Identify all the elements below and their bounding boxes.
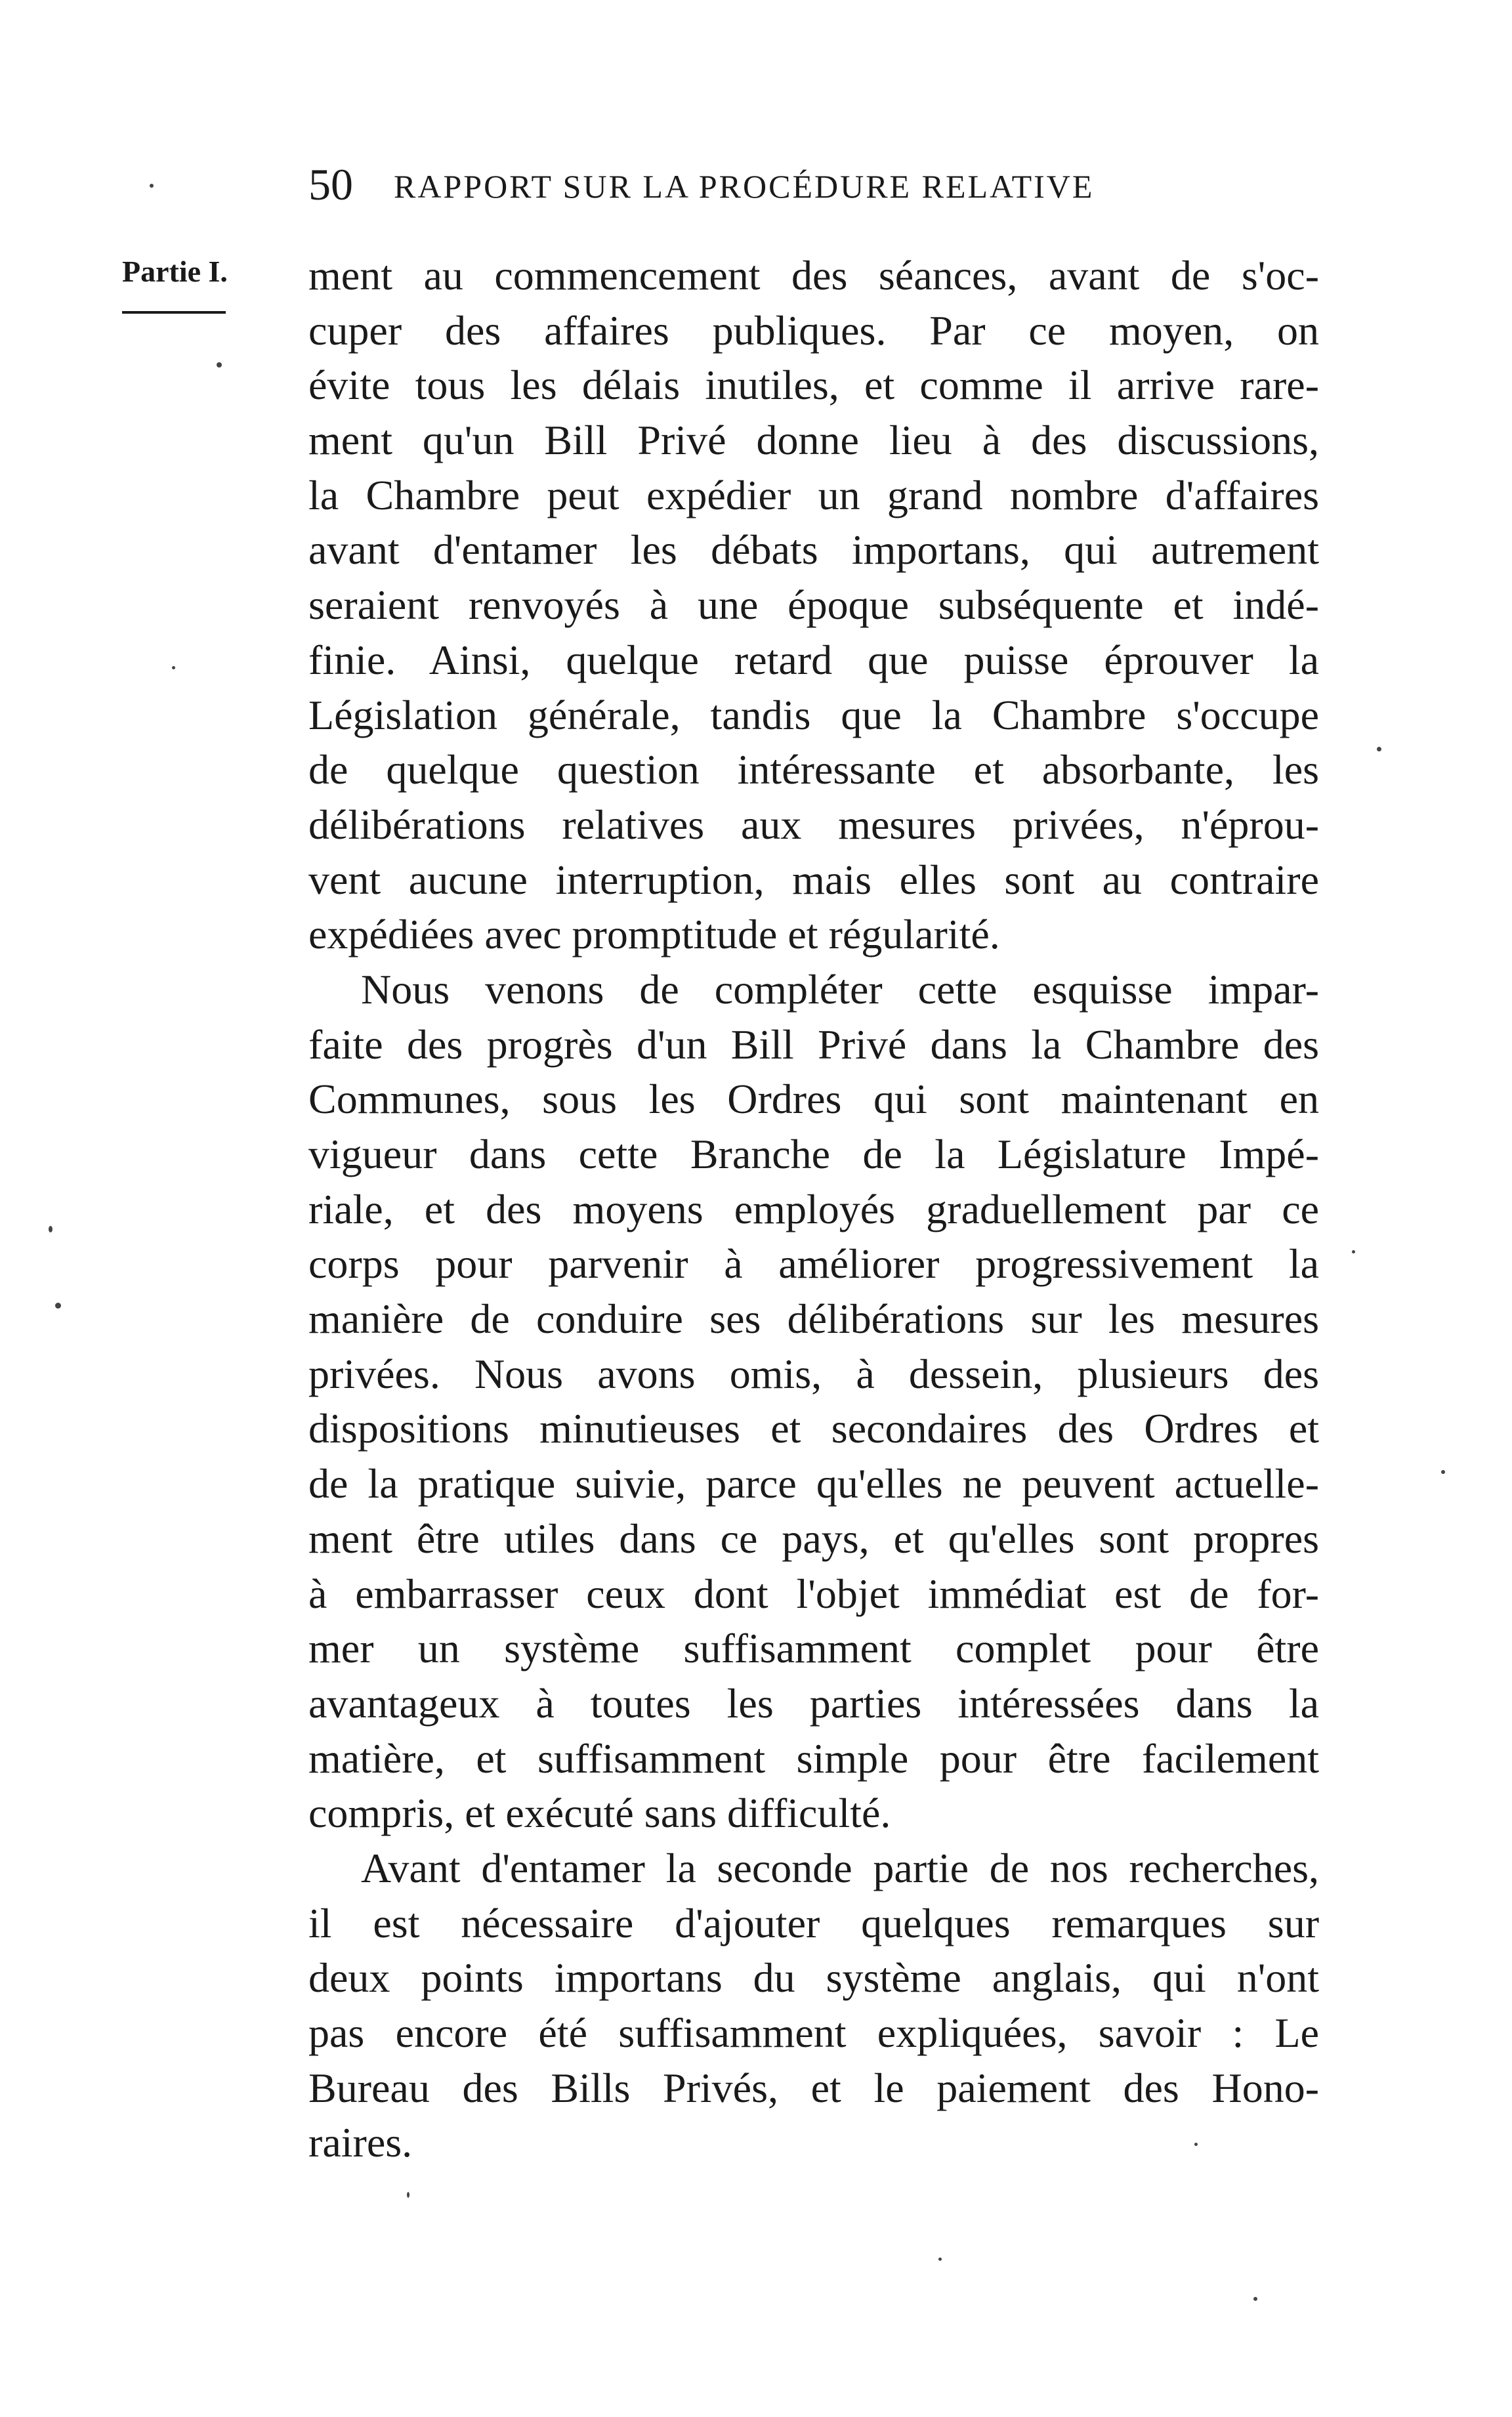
text-line: faite des progrès d'un Bill Privé dans la Chambre des: [308, 1020, 1319, 1068]
text-line: avant d'entamer les débats importans, qui autrement: [308, 526, 1319, 574]
text-line: ment qu'un Bill Privé donne lieu à des discussions,: [308, 417, 1319, 464]
text-line: la Chambre peut expédier un grand nombre d'affaires: [308, 471, 1319, 518]
scan-speck: [217, 362, 222, 368]
scan-speck: [1377, 747, 1381, 751]
text-line: mer un système suffisamment complet pour être: [308, 1625, 1319, 1672]
scan-speck: [172, 666, 175, 669]
scan-speck: [1253, 2297, 1257, 2301]
text-line: matière, et suffisamment simple pour être facilement: [308, 1734, 1319, 1782]
text-line: Législation générale, tandis que la Chambre s'occupe: [308, 691, 1319, 738]
margin-rule: [122, 311, 226, 314]
text-line: manière de conduire ses délibérations sur les mesures: [308, 1295, 1319, 1343]
text-line: deux points importans du système anglais, qui n'ont: [308, 1954, 1319, 2002]
scan-speck: [938, 2258, 942, 2261]
text-line: il est nécessaire d'ajouter quelques remarques sur: [308, 1899, 1319, 1946]
running-head: [308, 155, 1319, 214]
scan-speck: [407, 2192, 410, 2198]
text-line: cuper des affaires publiques. Par ce moyen, on: [308, 306, 1319, 354]
text-line: vigueur dans cette Branche de la Législature Impé-: [308, 1131, 1319, 1177]
text-line: avantageux à toutes les parties intéressées dans la: [308, 1679, 1319, 1727]
text-line: vent aucune interruption, mais elles sont au contraire: [308, 856, 1319, 903]
margin-label: Partie I.: [122, 255, 228, 288]
text-line: pas encore été suffisamment expliquées, savoir : Le: [308, 2009, 1319, 2056]
text-line: de quelque question intéressante et absorbante, les: [308, 746, 1319, 793]
scan-speck: [1441, 1470, 1445, 1474]
text-line: ment être utiles dans ce pays, et qu'elles sont propres: [308, 1515, 1319, 1562]
scan-speck: [150, 184, 154, 188]
text-line: privées. Nous avons omis, à dessein, plusieurs des: [308, 1350, 1319, 1397]
text-line: expédiées avec promptitude et régularité.: [308, 911, 1000, 958]
scan-speck: [1194, 2143, 1198, 2146]
text-line: ment au commencement des séances, avant de s'oc-: [308, 252, 1319, 299]
text-line: dispositions minutieuses et secondaires des Ordres et: [308, 1405, 1319, 1452]
text-line: de la pratique suivie, parce qu'elles ne peuvent actuelle-: [308, 1460, 1319, 1507]
text-line: finie. Ainsi, quelque retard que puisse éprouver la: [308, 636, 1319, 683]
text-line: Communes, sous les Ordres qui sont maintenant en: [308, 1076, 1319, 1123]
scan-speck: [1352, 1250, 1355, 1253]
text-line: raires.: [308, 2119, 413, 2166]
text-line: compris, et exécuté sans difficulté.: [308, 1790, 891, 1837]
margin-note: [122, 252, 227, 314]
text-line: délibérations relatives aux mesures privées, n'éprou-: [308, 801, 1319, 848]
scan-speck: [55, 1303, 61, 1309]
body-text: [308, 248, 1319, 2170]
scan-speck: [49, 1226, 52, 1232]
text-line: Bureau des Bills Privés, et le paiement des Hono-: [308, 2064, 1319, 2111]
text-line: à embarrasser ceux dont l'objet immédiat est de for-: [308, 1570, 1319, 1617]
text-line: riale, et des moyens employés graduellement par ce: [308, 1185, 1319, 1232]
text-line: seraient renvoyés à une époque subséquente et indé-: [308, 581, 1319, 629]
text-line: corps pour parvenir à améliorer progressivement la: [308, 1240, 1319, 1288]
text-line: Avant d'entamer la seconde partie de nos recherches,: [361, 1844, 1319, 1891]
text-line: Nous venons de compléter cette esquisse impar-: [361, 965, 1319, 1013]
page-number: 50: [308, 159, 353, 209]
running-title: RAPPORT SUR LA PROCÉDURE RELATIVE: [394, 168, 1095, 205]
text-line: évite tous les délais inutiles, et comme il arrive rare-: [308, 362, 1319, 409]
